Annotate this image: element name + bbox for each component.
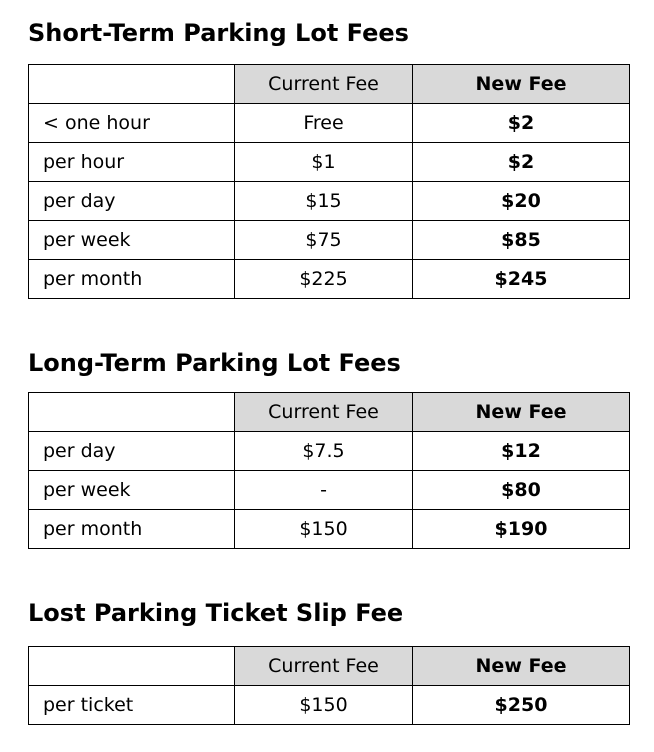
new-fee-cell: $85 [413, 221, 630, 260]
table-row [29, 432, 630, 471]
current-fee-cell: $1 [235, 143, 413, 182]
row-label-cell: per day [29, 182, 235, 221]
table-row [29, 471, 630, 510]
new-fee-header: New Fee [413, 393, 630, 432]
current-fee-cell: Free [235, 104, 413, 143]
header-blank-cell [29, 65, 235, 104]
row-label-cell: per week [29, 471, 235, 510]
section-title: Lost Parking Ticket Slip Fee [28, 599, 404, 627]
row-label-cell: per hour [29, 143, 235, 182]
row-label-cell: per day [29, 432, 235, 471]
new-fee-cell: $190 [413, 510, 630, 549]
new-fee-cell: $2 [413, 143, 630, 182]
new-fee-cell: $12 [413, 432, 630, 471]
table-row [29, 143, 630, 182]
new-fee-cell: $245 [413, 260, 630, 299]
new-fee-cell: $2 [413, 104, 630, 143]
row-label-cell: per ticket [29, 686, 235, 725]
short-term-fees-section [28, 18, 628, 290]
current-fee-header: Current Fee [235, 647, 413, 686]
table-row [29, 510, 630, 549]
new-fee-header: New Fee [413, 647, 630, 686]
table-row [29, 686, 630, 725]
new-fee-header: New Fee [413, 65, 630, 104]
fee-table [28, 392, 630, 549]
lost-ticket-fee-section [28, 598, 628, 716]
new-fee-cell: $80 [413, 471, 630, 510]
current-fee-header: Current Fee [235, 65, 413, 104]
header-blank-cell [29, 393, 235, 432]
table-header-row [29, 647, 630, 686]
current-fee-header: Current Fee [235, 393, 413, 432]
table-header-row [29, 393, 630, 432]
header-blank-cell [29, 647, 235, 686]
table-row [29, 221, 630, 260]
row-label-cell: per month [29, 260, 235, 299]
current-fee-cell: $150 [235, 510, 413, 549]
fee-table [28, 646, 630, 725]
table-row [29, 260, 630, 299]
table-row [29, 182, 630, 221]
new-fee-cell: $250 [413, 686, 630, 725]
section-title: Long-Term Parking Lot Fees [28, 349, 401, 377]
row-label-cell: < one hour [29, 104, 235, 143]
current-fee-cell: $75 [235, 221, 413, 260]
current-fee-cell: $15 [235, 182, 413, 221]
current-fee-cell: - [235, 471, 413, 510]
table-row [29, 104, 630, 143]
row-label-cell: per month [29, 510, 235, 549]
current-fee-cell: $225 [235, 260, 413, 299]
long-term-fees-section [28, 348, 628, 540]
current-fee-cell: $7.5 [235, 432, 413, 471]
table-header-row [29, 65, 630, 104]
current-fee-cell: $150 [235, 686, 413, 725]
fee-table [28, 64, 630, 299]
new-fee-cell: $20 [413, 182, 630, 221]
row-label-cell: per week [29, 221, 235, 260]
section-title: Short-Term Parking Lot Fees [28, 19, 409, 47]
